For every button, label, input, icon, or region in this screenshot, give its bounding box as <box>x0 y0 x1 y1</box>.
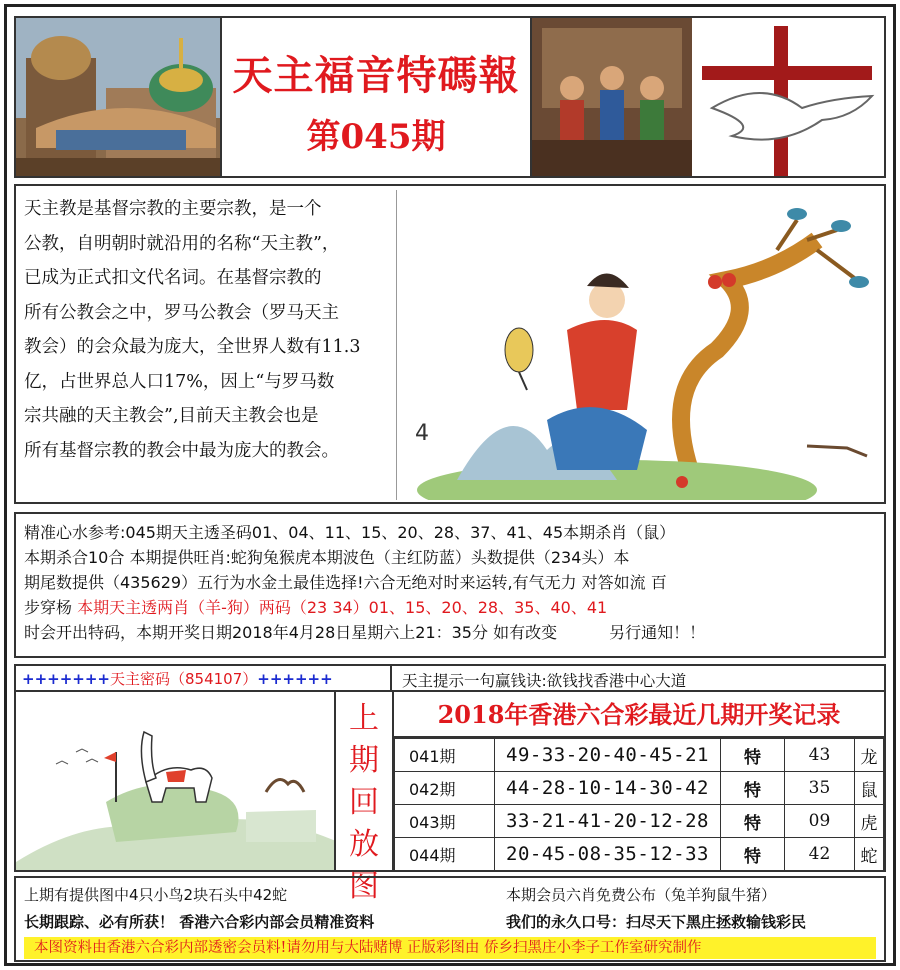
previous-draw-label <box>336 692 392 904</box>
replay-char: 上 <box>349 701 379 736</box>
numbers-cell: 33-21-41-20-12-28 <box>495 805 721 838</box>
info-line <box>24 620 876 645</box>
intro-section <box>14 184 886 504</box>
previous-hint: 上期有提供图中4只小鸟2块石头中42蛇 <box>24 886 288 904</box>
special-number-cell: 43 <box>785 739 855 772</box>
fairy-number-mark: 4 <box>415 421 429 446</box>
motto-text: 我们的永久口号：扫尽天下黑庄拯救输钱彩民 <box>506 913 807 931</box>
secret-code-text: 天主密码（854107） <box>109 670 258 688</box>
plus-decoration: +++++++ <box>22 670 110 688</box>
zodiac-cell: 鼠 <box>855 772 884 805</box>
intro-line: 所有基督宗教的教会中最为庞大的教会。 <box>24 440 339 461</box>
newsletter-title: 天主福音特碼報 <box>232 52 520 99</box>
intro-line: 宗共融的天主教会”,目前天主教会也是 <box>24 406 319 426</box>
plus-decoration: ++++++ <box>257 670 333 688</box>
religious-art-panel <box>530 16 886 178</box>
footer-section <box>14 876 886 962</box>
member-data-slogan: 长期跟踪、必有所获！ 香港六合彩内部会员精准资料 <box>24 913 375 931</box>
zodiac-cell: 虎 <box>855 805 884 838</box>
zodiac-cell: 龙 <box>855 739 884 772</box>
special-number-cell: 35 <box>785 772 855 805</box>
special-number-cell: 42 <box>785 838 855 871</box>
numbers-cell: 44-28-10-14-30-42 <box>495 772 721 805</box>
info-line: 期尾数提供（435629）五行为水金土最佳选择!六合无绝对时来运转,有气无力 对答如流 百 <box>24 573 667 592</box>
replay-char: 放 <box>349 827 379 862</box>
winning-tip: 天主提示一句赢钱诀:欲钱找香港中心大道 <box>392 664 886 692</box>
member-zodiac-notice: 本期会员六肖免费公布（兔羊狗鼠牛猪） <box>506 886 777 904</box>
numbers-cell: 49-33-20-40-45-21 <box>495 739 721 772</box>
prediction-info <box>14 512 886 658</box>
special-label-cell: 特 <box>721 838 785 871</box>
special-label-cell: 特 <box>721 772 785 805</box>
results-table <box>394 738 884 871</box>
period-cell: 042期 <box>395 772 495 805</box>
intro-line: 天主教是基督宗教的主要宗教，是一个 <box>24 199 322 219</box>
period-cell: 043期 <box>395 805 495 838</box>
results-title: 2018年香港六合彩最近几期开奖记录 <box>394 692 884 738</box>
intro-line: 公教，自明朝时就沿用的名称“天主教”， <box>24 233 340 254</box>
zodiac-cell: 蛇 <box>855 838 884 871</box>
title-panel <box>222 16 530 178</box>
replay-char: 期 <box>349 743 379 778</box>
cathedral-photo <box>14 16 222 178</box>
highlight-prediction: 本期天主透两肖（羊-狗）两码（23 34）01、15、20、28、35、40、41 <box>77 598 608 617</box>
special-label-cell: 特 <box>721 805 785 838</box>
draw-date-text: 时会开出特码，本期开奖日期2018年4月28日星期六上21：35分 如有改变 <box>24 623 558 642</box>
info-line: 本期杀合10合 本期提供旺肖:蛇狗兔猴虎本期波色（主红防蓝）头数提供（234头）本 <box>24 548 630 567</box>
table-row <box>395 838 884 871</box>
disclaimer-banner: 本图资料由香港六合彩内部透密会员料!请勿用与大陆赌博 正版彩图由 侨乡扫黑庄小李子工作室研究制作 <box>24 937 876 959</box>
intro-paragraph <box>24 192 396 468</box>
horse-illustration <box>14 692 336 872</box>
period-cell: 044期 <box>395 838 495 871</box>
replay-char: 回 <box>349 785 379 820</box>
table-row <box>395 772 884 805</box>
info-line: 精准心水参考:045期天主透圣码01、04、11、15、20、28、37、41、45本期杀肖（鼠） <box>24 523 676 542</box>
fairy-illustration <box>396 190 882 500</box>
special-number-cell: 09 <box>785 805 855 838</box>
intro-line: 教会）的会众最为庞大，全世界人数有11.3 <box>24 337 361 357</box>
period-cell: 041期 <box>395 739 495 772</box>
notice-text: 另行通知！！ <box>609 623 706 642</box>
intro-line: 已成为正式扣文代名词。在基督宗教的 <box>24 268 322 288</box>
secret-code <box>14 664 392 692</box>
table-row <box>395 739 884 772</box>
numbers-cell: 20-45-08-35-12-33 <box>495 838 721 871</box>
intro-line: 所有公教会之中，罗马公教会（罗马天主 <box>24 302 339 323</box>
issue-number: 第045期 <box>306 117 446 157</box>
replay-char: 图 <box>349 869 379 904</box>
special-label-cell: 特 <box>721 739 785 772</box>
draw-results <box>392 692 886 872</box>
table-row <box>395 805 884 838</box>
intro-line: 亿，占世界总人口17%，因上“与罗马数 <box>24 371 335 392</box>
info-line-start: 步穿杨 <box>24 598 78 617</box>
info-line <box>24 595 876 620</box>
